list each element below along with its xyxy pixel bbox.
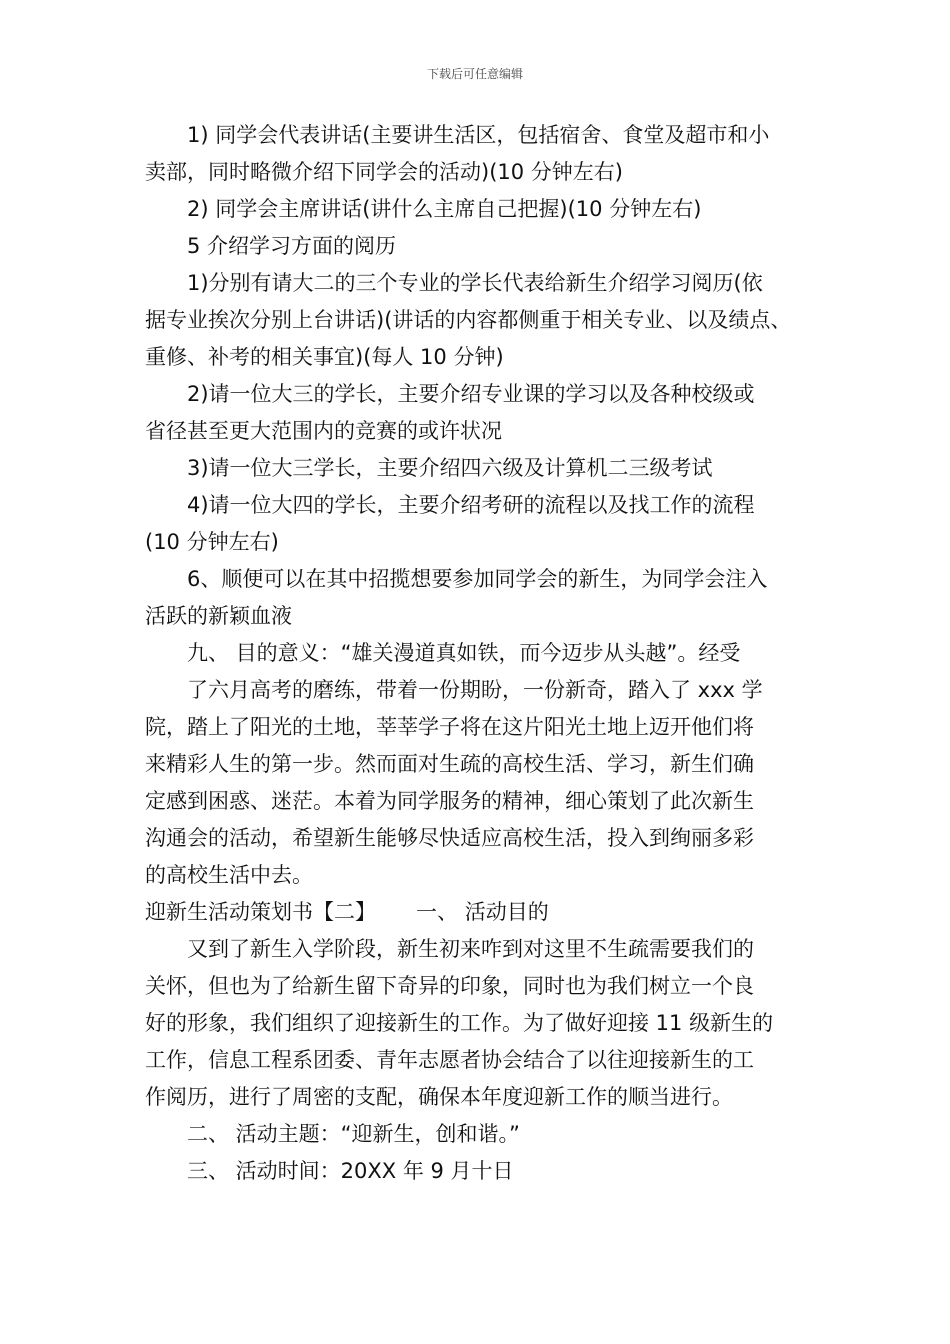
paragraph-line: 重修、补考的相关事宜)(每人 10 分钟) bbox=[145, 345, 504, 369]
paragraph-line: 4)请一位大四的学长，主要介绍考研的流程以及找工作的流程 bbox=[187, 493, 755, 517]
paragraph-line: 来精彩人生的第一步。然而面对生疏的高校生活、学习，新生们确 bbox=[145, 752, 754, 776]
paragraph-line: 活跃的新颖血液 bbox=[145, 604, 292, 628]
document-body bbox=[145, 117, 815, 1190]
paragraph-line: 又到了新生入学阶段，新生初来咋到对这里不生疏需要我们的 bbox=[187, 937, 754, 961]
paragraph-line: 三、 活动时间：20XX 年 9 月十日 bbox=[187, 1159, 514, 1183]
paragraph-line: 沟通会的活动，希望新生能够尽快适应高校生活，投入到绚丽多彩 bbox=[145, 826, 754, 850]
paragraph-line: 据专业挨次分别上台讲话)(讲话的内容都侧重于相关专业、以及绩点、 bbox=[145, 308, 792, 332]
paragraph-line: 了六月高考的磨练，带着一份期盼，一份新奇，踏入了 xxx 学 bbox=[187, 678, 763, 702]
paragraph-line: 6、顺便可以在其中招揽想要参加同学会的新生，为同学会注入 bbox=[187, 567, 768, 591]
paragraph-line: 5 介绍学习方面的阅历 bbox=[187, 234, 397, 258]
header-note: 下载后可任意编辑 bbox=[426, 67, 523, 81]
paragraph-line: 3)请一位大三学长，主要介绍四六级及计算机二三级考试 bbox=[187, 456, 713, 480]
paragraph-line: 的高校生活中去。 bbox=[145, 863, 313, 887]
paragraph-line: 作阅历，进行了周密的支配，确保本年度迎新工作的顺当进行。 bbox=[145, 1085, 733, 1109]
paragraph-line: 1) 同学会代表讲话(主要讲生活区，包括宿舍、食堂及超市和小 bbox=[187, 123, 770, 147]
paragraph-line: 九、 目的意义：“雄关漫道真如铁，而今迈步从头越”。经受 bbox=[187, 641, 741, 665]
paragraph-line: 工作，信息工程系团委、青年志愿者协会结合了以往迎接新生的工 bbox=[145, 1048, 754, 1072]
paragraph-line: 关怀，但也为了给新生留下奇异的印象，同时也为我们树立一个良 bbox=[145, 974, 754, 998]
paragraph-line: (10 分钟左右) bbox=[145, 530, 279, 554]
section-heading: 迎新生活动策划书【二】 一、 活动目的 bbox=[145, 900, 549, 924]
paragraph-line: 2)请一位大三的学长，主要介绍专业课的学习以及各种校级或 bbox=[187, 382, 755, 406]
paragraph-line: 省径甚至更大范围内的竞赛的或许状况 bbox=[145, 419, 502, 443]
paragraph-line: 好的形象，我们组织了迎接新生的工作。为了做好迎接 11 级新生的 bbox=[145, 1011, 774, 1035]
paragraph-line: 1)分别有请大二的三个专业的学长代表给新生介绍学习阅历(依 bbox=[187, 271, 763, 295]
paragraph-line: 2) 同学会主席讲话(讲什么主席自己把握)(10 分钟左右) bbox=[187, 197, 702, 221]
paragraph-line: 卖部，同时略微介绍下同学会的活动)(10 分钟左右) bbox=[145, 160, 623, 184]
paragraph-line: 二、 活动主题：“迎新生，创和谐。” bbox=[187, 1122, 520, 1146]
paragraph-line: 院，踏上了阳光的土地，莘莘学子将在这片阳光土地上迈开他们将 bbox=[145, 715, 754, 739]
paragraph-line: 定感到困惑、迷茫。本着为同学服务的精神，细心策划了此次新生 bbox=[145, 789, 754, 813]
